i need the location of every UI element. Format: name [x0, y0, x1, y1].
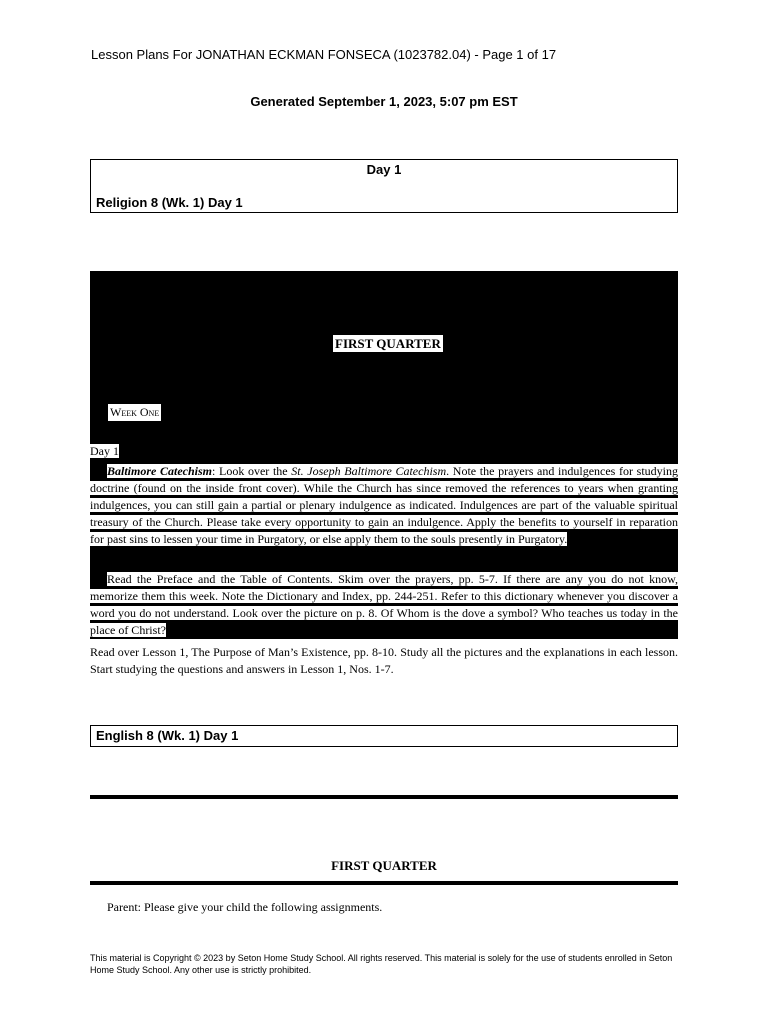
paragraph-catechism [90, 463, 678, 548]
day-box [90, 159, 678, 213]
week-heading: Week One [110, 405, 160, 419]
page-header: Lesson Plans For JONATHAN ECKMAN FONSECA (1023782.04) - Page 1 of 17 [91, 47, 557, 62]
paragraph-lesson: Read over Lesson 1, The Purpose of Man’s Existence, pp. 8-10. Study all the pictures and the explanations in each lesson. Start studying the questions and answers in Lesson 1, Nos. 1-7. [90, 645, 678, 676]
subject-title-religion: Religion 8 (Wk. 1) Day 1 [96, 195, 243, 210]
day-title: Day 1 [366, 162, 402, 177]
subject-title-english: English 8 (Wk. 1) Day 1 [96, 728, 239, 743]
generated-date: Generated September 1, 2023, 5:07 pm EST [250, 94, 518, 109]
subject-box-english [90, 725, 678, 747]
catechism-text-b: . Note the prayers and indulgences for studying doctrine (found on the inside front cover). While the Church has since removed the references to years when granting indulgences, you can still gain a partial or plenary indulgence as indicated. Indulgences are part of the valuable spiritual treasury of the Church. Please take every opportunity to gain an indulgence. Apply the benefits to yourself in reparation for past sins to lessen your time in Purgatory, or else apply them to the souls presently in Purgatory. [90, 464, 678, 546]
catechism-book: St. Joseph Baltimore Catechism [291, 464, 447, 478]
day-label-text: Day 1 [90, 444, 119, 458]
quarter-heading: FIRST QUARTER [335, 336, 441, 351]
copyright-notice: This material is Copyright © 2023 by Seton Home Study School. All rights reserved. This material is solely for the use of students enrolled in Seton Home Study School. Any other use is strictly prohibited. [90, 953, 673, 975]
divider-bottom [90, 881, 678, 885]
quarter-heading-english: FIRST QUARTER [331, 858, 437, 873]
paragraph-preface [90, 571, 678, 639]
preface-text: Read the Preface and the Table of Contents. Skim over the prayers, pp. 5-7. If there are any you do not know, memorize them this week. Note the Dictionary and Index, pp. 244-251. Refer to this dictionary whenever you discover a word you do not understand. Look over the picture on p. 8. Of Whom is the dove a symbol? Who teaches us today in the place of Christ? [90, 572, 678, 637]
catechism-text-a: : Look over the [212, 464, 292, 478]
parent-note: Parent: Please give your child the following assignments. [107, 900, 383, 914]
divider-top [90, 795, 678, 799]
catechism-title: Baltimore Catechism [107, 464, 212, 478]
day-label [90, 443, 119, 460]
